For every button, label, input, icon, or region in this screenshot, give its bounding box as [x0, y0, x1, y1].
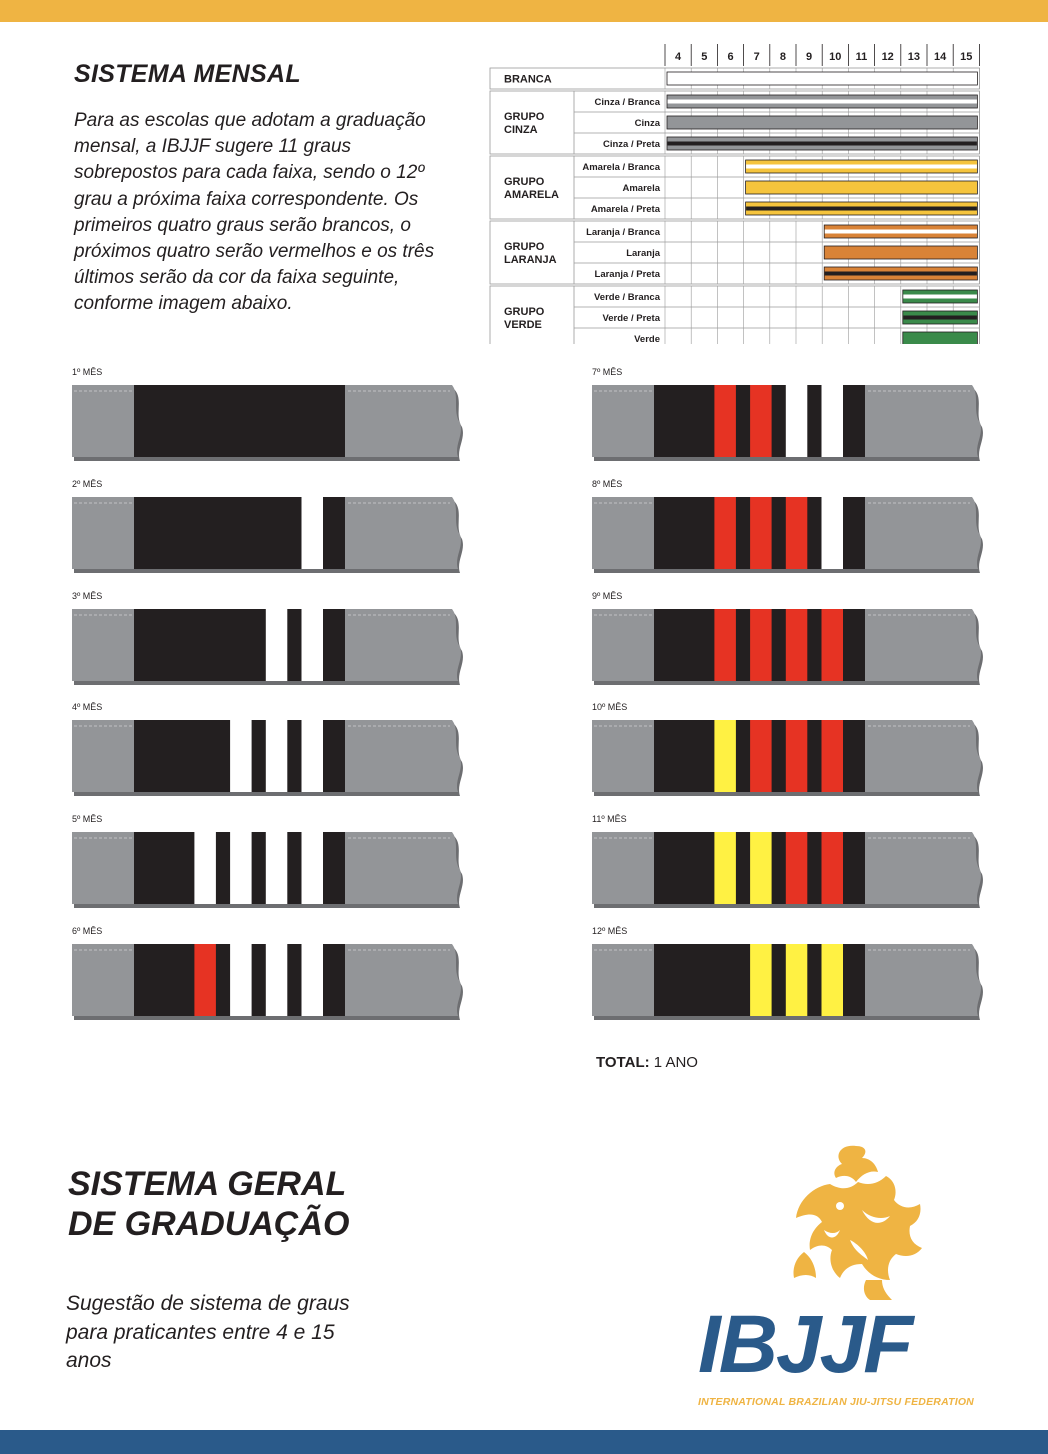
- month-belt: [70, 718, 464, 796]
- belt-stripe: [266, 720, 288, 792]
- intro-paragraph: Para as escolas que adotam a graduação mensal, a IBJJF sugere 11 graus sobrepostos para cada faixa, sendo o 12º grau a próxima faixa correspondente. Os primeiros quatro graus serão brancos, o próximos quatro serão vermelhos e os três últimos serão da cor da faixa seguinte, conforme imagem abaixo.: [74, 110, 435, 315]
- total-label: TOTAL:: [596, 1054, 650, 1071]
- belt-bar-white-stripe: [903, 295, 977, 299]
- belt-bar: [667, 116, 977, 129]
- belt-stripe: [266, 832, 288, 904]
- belt-stripe: [750, 385, 772, 457]
- logo-wordmark: IBJJF: [698, 1299, 912, 1390]
- month-belt: [590, 495, 984, 573]
- belt-stripe: [230, 832, 252, 904]
- belt-stripe: [822, 944, 844, 1016]
- belt-stripe: [714, 497, 736, 569]
- belt-stripe: [750, 944, 772, 1016]
- belt-stripe: [750, 832, 772, 904]
- belt-black-tip: [134, 385, 345, 457]
- belt-bar-white-stripe: [746, 165, 977, 169]
- belt-stripe: [302, 832, 324, 904]
- total-duration: [596, 1054, 698, 1071]
- age-header-label: 5: [701, 51, 708, 63]
- belt-bar-white-stripe: [825, 230, 977, 234]
- month-belt: [590, 607, 984, 685]
- month-belt: [70, 383, 464, 461]
- belt-stripe: [266, 944, 288, 1016]
- age-header-label: 9: [806, 51, 813, 63]
- belt-stripe: [266, 609, 288, 681]
- age-header-label: 4: [675, 51, 682, 63]
- belt-row-label: Laranja / Branca: [586, 227, 660, 238]
- belt-stripe: [822, 609, 844, 681]
- bottom-color-bar: [0, 1430, 1048, 1454]
- age-header-label: 7: [753, 51, 760, 63]
- belt-row-label: Cinza / Preta: [602, 139, 660, 150]
- month-label: 12º MÊS: [592, 926, 628, 936]
- belt-row-label: Cinza: [634, 118, 660, 129]
- belt-bar-white-stripe: [668, 100, 977, 104]
- belt-row-label: Amarela / Preta: [590, 204, 660, 215]
- section2-subtitle: Sugestão de sistema de graus para praticantes entre 4 e 15 anos: [66, 1292, 350, 1372]
- belt-stripe: [786, 609, 808, 681]
- month-label: 9º MÊS: [592, 590, 623, 601]
- belt-bar-black-stripe: [746, 207, 977, 211]
- belt-row-label: Cinza / Branca: [594, 97, 660, 108]
- belt-stripe: [714, 720, 736, 792]
- belt-stripe: [786, 832, 808, 904]
- belt-stripe: [786, 385, 808, 457]
- belt-stripe: [194, 944, 216, 1016]
- belt-stripe: [230, 944, 252, 1016]
- month-label: 1º MÊS: [72, 367, 103, 377]
- month-label: 10º MÊS: [592, 702, 628, 713]
- group-name: VERDE: [504, 319, 542, 331]
- month-label: 11º MÊS: [592, 814, 627, 825]
- belt-bar-black-stripe: [825, 272, 977, 276]
- group-name: GRUPO: [504, 241, 545, 253]
- month-belt: [590, 718, 984, 796]
- belt-stripe: [750, 609, 772, 681]
- age-header-label: 15: [960, 51, 973, 63]
- group-name: CINZA: [504, 124, 538, 136]
- belt-stripe: [786, 720, 808, 792]
- age-header-label: 11: [855, 51, 868, 63]
- belt-bar: [746, 181, 978, 194]
- belt-stripe: [822, 497, 844, 569]
- belt-row-label: Verde: [634, 334, 660, 344]
- section2-title: [68, 1164, 349, 1244]
- belt-bar: [667, 72, 977, 85]
- month-belt: [590, 942, 984, 1020]
- month-label: 4º MÊS: [72, 702, 103, 713]
- belt-stripe: [822, 720, 844, 792]
- section2-title-line1: SISTEMA GERAL: [68, 1165, 347, 1203]
- belt-row-label: Amarela: [622, 183, 660, 194]
- lion-logo-icon: [770, 1140, 930, 1300]
- belt-bar-black-stripe: [903, 316, 977, 320]
- belt-stripe: [714, 385, 736, 457]
- belt-stripe: [750, 720, 772, 792]
- section-title: SISTEMA MENSAL: [74, 60, 301, 88]
- belt-bar: [903, 332, 978, 344]
- age-header-label: 14: [933, 51, 947, 63]
- group-name: GRUPO: [504, 176, 545, 188]
- month-belt: [70, 607, 464, 685]
- belt-row-label: Laranja / Preta: [594, 269, 660, 280]
- total-value: 1 ANO: [653, 1054, 698, 1071]
- belt-stripe: [714, 832, 736, 904]
- belt-stripe: [786, 497, 808, 569]
- month-label: 6º MÊS: [72, 926, 103, 936]
- belt-row-label: Verde / Branca: [593, 292, 660, 303]
- belt-bar-black-stripe: [668, 142, 977, 146]
- belt-row-label: Verde / Preta: [602, 313, 660, 324]
- belt-stripe: [302, 720, 324, 792]
- belt-stripe: [230, 720, 252, 792]
- group-name: GRUPO: [504, 306, 545, 318]
- belt-stripe: [822, 832, 844, 904]
- logo-subtitle: INTERNATIONAL BRAZILIAN JIU-JITSU FEDERATION: [698, 1396, 974, 1408]
- age-header-label: 6: [727, 51, 734, 63]
- age-header-label: 12: [881, 51, 894, 63]
- age-header-label: 8: [779, 51, 786, 63]
- belt-bar: [824, 246, 977, 259]
- month-label: 5º MÊS: [72, 814, 103, 825]
- group-name: AMARELA: [504, 189, 559, 201]
- section2-title-line2: DE GRADUAÇÃO: [68, 1205, 350, 1243]
- group-name: LARANJA: [504, 254, 557, 266]
- age-belt-chart: [488, 44, 984, 344]
- belt-stripe: [302, 944, 324, 1016]
- month-belt: [70, 495, 464, 573]
- month-label: 2º MÊS: [72, 478, 103, 489]
- top-color-bar: [0, 0, 1048, 22]
- month-label: 7º MÊS: [592, 367, 623, 377]
- age-header-label: 13: [907, 51, 921, 63]
- month-belt: [590, 830, 984, 908]
- month-belt: [70, 942, 464, 1020]
- belt-stripe: [194, 832, 216, 904]
- belt-row-label: Laranja: [626, 248, 660, 259]
- belt-row-label: Amarela / Branca: [582, 162, 660, 173]
- belt-stripe: [786, 944, 808, 1016]
- group-name: GRUPO: [504, 111, 545, 123]
- belt-stripe: [302, 497, 324, 569]
- month-label: 3º MÊS: [72, 590, 103, 601]
- belt-stripe: [822, 385, 844, 457]
- month-belt: [590, 383, 984, 461]
- age-header-label: 10: [829, 51, 842, 63]
- belt-stripe: [750, 497, 772, 569]
- belt-stripe: [302, 609, 324, 681]
- belt-stripe: [714, 609, 736, 681]
- month-belt: [70, 830, 464, 908]
- group-name: BRANCA: [504, 73, 552, 86]
- month-label: 8º MÊS: [592, 478, 623, 489]
